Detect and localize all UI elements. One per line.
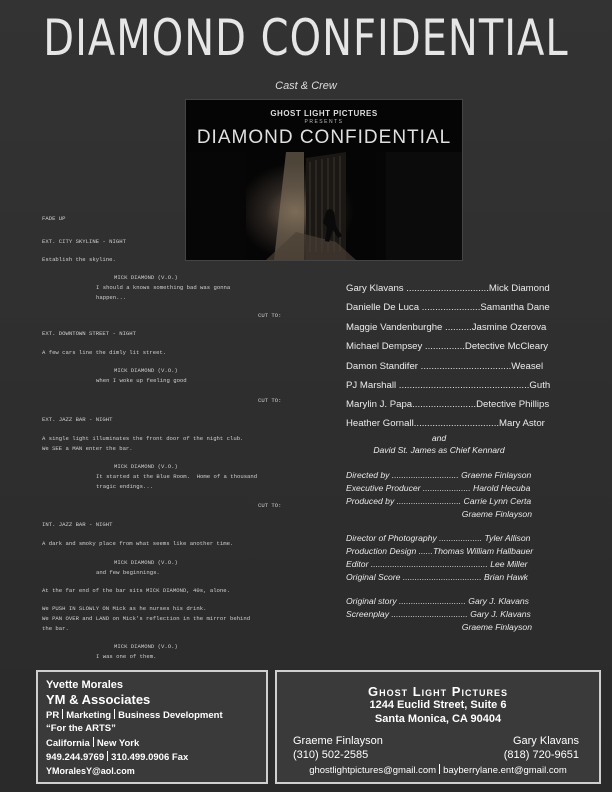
crew-job: Director of Photography	[346, 533, 437, 543]
cast-actor: PJ Marshall	[346, 380, 397, 391]
service-item: Business Development	[118, 710, 223, 721]
cast-role: Samantha Dane	[480, 302, 550, 313]
agent-name: Yvette Morales	[46, 679, 124, 691]
crew-row	[346, 596, 532, 606]
crew-name: Carrie Lynn Certa	[463, 496, 532, 506]
crew-name: Thomas William Hallbauer	[432, 546, 534, 556]
script-line: CUT TO:	[258, 397, 282, 404]
script-line: It started at the Blue Room. Home of a thousand	[96, 473, 258, 480]
crew-job: Produced by	[346, 496, 395, 506]
script-line: I was one of them.	[96, 653, 157, 660]
crew-name: Gary J. Klavans	[468, 596, 529, 606]
separator	[439, 764, 440, 774]
agent-services	[46, 709, 223, 721]
crew-leader: .................................	[400, 572, 482, 582]
cast-leader: ...............................	[403, 283, 489, 294]
crew-name: Gary J. Klavans	[470, 609, 531, 619]
crew-job: Production Design	[346, 546, 417, 556]
cast-leader: ..................................	[418, 361, 512, 372]
crew-row	[346, 622, 532, 632]
crew-leader: ................................	[389, 609, 468, 619]
crew-name: Graeme Finlayson	[461, 470, 532, 480]
location-item: California	[46, 738, 90, 749]
cast-leader: ........................	[412, 399, 477, 410]
separator	[114, 709, 115, 719]
cast-actor: Damon Standifer	[346, 361, 418, 372]
script-line: MICK DIAMOND (V.O.)	[114, 559, 178, 566]
agent-email[interactable]: YMoralesY@aol.com	[46, 766, 135, 776]
cast-actor: Maggie Vandenburghe	[346, 322, 443, 333]
crew-job: Editor	[346, 559, 369, 569]
cast-row	[346, 399, 550, 410]
agent-phones	[46, 751, 188, 763]
cast-role: Weasel	[511, 361, 544, 372]
poster-title: DIAMOND CONFIDENTIAL	[196, 127, 452, 148]
cast-row	[346, 380, 551, 391]
script-line: when I woke up feeling good	[96, 377, 187, 384]
script-line: INT. JAZZ BAR - NIGHT	[42, 521, 113, 528]
cast-role: Guth	[529, 380, 551, 391]
cast-actor: Danielle De Luca	[346, 302, 420, 313]
script-line: MICK DIAMOND (V.O.)	[114, 274, 178, 281]
cast-leader: ..........	[442, 322, 472, 333]
crew-leader: ...........................	[394, 496, 462, 506]
agent-locations	[46, 737, 139, 749]
crew-row	[346, 609, 532, 619]
script-line: We PUSH IN SLOWLY ON Mick as he nurses his drink.	[42, 605, 207, 612]
crew-row	[346, 496, 532, 506]
crew-job: Directed by	[346, 470, 390, 480]
script-line: tragic endings...	[96, 483, 154, 490]
poster-image	[185, 99, 463, 261]
script-line: MICK DIAMOND (V.O.)	[114, 367, 178, 374]
script-line: MICK DIAMOND (V.O.)	[114, 463, 178, 470]
contact1-phone[interactable]: (310) 502-2585	[293, 749, 369, 761]
script-line: EXT. DOWNTOWN STREET - NIGHT	[42, 330, 136, 337]
crew-row	[346, 470, 532, 480]
crew-row	[346, 483, 532, 493]
cast-leader: ...............	[422, 341, 465, 352]
crew-leader: .................................................	[368, 559, 488, 569]
cast-role: Jasmine Ozerova	[471, 322, 547, 333]
crew-name: Graeme Finlayson	[461, 509, 532, 519]
cast-row	[346, 341, 549, 352]
script-line: MICK DIAMOND (V.O.)	[114, 643, 178, 650]
script-line: Establish the skyline.	[42, 256, 116, 263]
cast-actor: Heather Gornall	[346, 418, 414, 429]
script-line: the bar.	[42, 625, 69, 632]
script-line: A single light illuminates the front door of the night club.	[42, 435, 244, 442]
contact2-phone[interactable]: (818) 720-9651	[503, 749, 579, 761]
script-line: EXT. CITY SKYLINE - NIGHT	[42, 238, 126, 245]
cast-leader: .................................................	[396, 380, 530, 391]
company-name: Ghost Light Pictures	[368, 684, 508, 699]
crew-row	[346, 509, 532, 519]
crew-name: Tyler Allison	[484, 533, 531, 543]
separator	[93, 737, 94, 747]
cast-row	[346, 361, 544, 372]
crew-row	[346, 546, 532, 556]
company-contact-box	[275, 670, 601, 784]
cast-role: Mary Astor	[499, 418, 545, 429]
crew-leader: ......	[416, 546, 433, 556]
separator	[107, 751, 108, 761]
crew-name: Graeme Finlayson	[461, 622, 532, 632]
script-line: CUT TO:	[258, 312, 282, 319]
script-line: I should a knows something bad was gonna	[96, 284, 231, 291]
cast-row	[346, 283, 550, 294]
cast-row	[346, 302, 550, 313]
crew-job: Original story	[346, 596, 397, 606]
crew-name: Brian Hawk	[484, 572, 528, 582]
contact1-name: Graeme Finlayson	[293, 735, 383, 747]
script-line: We PAN OVER and LAND on Mick's reflection in the mirror behind	[42, 615, 251, 622]
crew-name: Harold Hecuba	[473, 483, 531, 493]
script-line: CUT TO:	[258, 502, 282, 509]
cast-role: Detective Phillips	[476, 399, 550, 410]
contact2-name: Gary Klavans	[512, 735, 579, 747]
cast-leader: ......................	[419, 302, 481, 313]
page-title: DIAMOND CONFIDENTIAL	[43, 10, 569, 68]
crew-name: Lee Miller	[490, 559, 528, 569]
script-line: and few beginnings.	[96, 569, 160, 576]
script-line: A dark and smoky place from what seems like another time.	[42, 540, 234, 547]
crew-job: Original Score	[346, 572, 401, 582]
script-line: We SEE a MAN enter the bar.	[42, 445, 133, 452]
cast-row	[346, 418, 545, 429]
cast-and: and	[431, 433, 447, 443]
cast-chief: David St. James as Chief Kennard	[373, 445, 505, 455]
cast-actor: Gary Klavans	[346, 283, 404, 294]
crew-job: Screenplay	[346, 609, 389, 619]
crew-leader: ............................	[389, 470, 459, 480]
script-line: FADE UP	[42, 215, 66, 222]
script-line: EXT. JAZZ BAR - NIGHT	[42, 416, 113, 423]
crew-row	[346, 559, 532, 569]
crew-row	[346, 533, 532, 543]
separator	[62, 709, 63, 719]
company-address-line1: 1244 Euclid Street, Suite 6	[369, 699, 507, 711]
company-address-line2: Santa Monica, CA 90404	[374, 713, 502, 725]
crew-leader: ....................	[420, 483, 471, 493]
service-item: PR	[46, 710, 60, 721]
page-subtitle: Cast & Crew	[275, 80, 337, 92]
cast-actor: Marylin J. Papa	[346, 399, 413, 410]
agent-tagline: “For the ARTS”	[46, 723, 116, 734]
crew-row	[346, 572, 532, 582]
crew-job: Executive Producer	[346, 483, 421, 493]
agent-contact-box	[36, 670, 268, 784]
agent-company: YM & Associates	[46, 692, 151, 707]
cast-row	[346, 322, 547, 333]
cast-role: Detective McCleary	[464, 341, 549, 352]
script-line: A few cars line the dimly lit street.	[42, 349, 167, 356]
company-emails	[277, 764, 599, 776]
crew-leader: ..................	[436, 533, 483, 543]
fax-number[interactable]: 310.499.0906 Fax	[111, 752, 189, 763]
cast-leader: ................................	[413, 418, 500, 429]
service-item: Marketing	[66, 710, 112, 721]
alley-scene-illustration	[186, 152, 462, 260]
script-line: At the far end of the bar sits MICK DIAMOND, 40s, alone.	[42, 587, 230, 594]
script-line: happen...	[96, 294, 127, 301]
email-link[interactable]: ghostlightpictures@gmail.com	[309, 765, 437, 776]
cast-actor: Michael Dempsey	[346, 341, 423, 352]
poster-presents: PRESENTS	[304, 119, 344, 125]
location-item: New York	[96, 738, 140, 749]
cast-role: Mick Diamond	[488, 283, 550, 294]
phone-number[interactable]: 949.244.9769	[46, 752, 105, 763]
crew-leader: ............................	[396, 596, 466, 606]
email-link[interactable]: bayberrylane.ent@gmail.com	[443, 765, 567, 776]
poster-studio: GHOST LIGHT PICTURES	[270, 109, 378, 118]
